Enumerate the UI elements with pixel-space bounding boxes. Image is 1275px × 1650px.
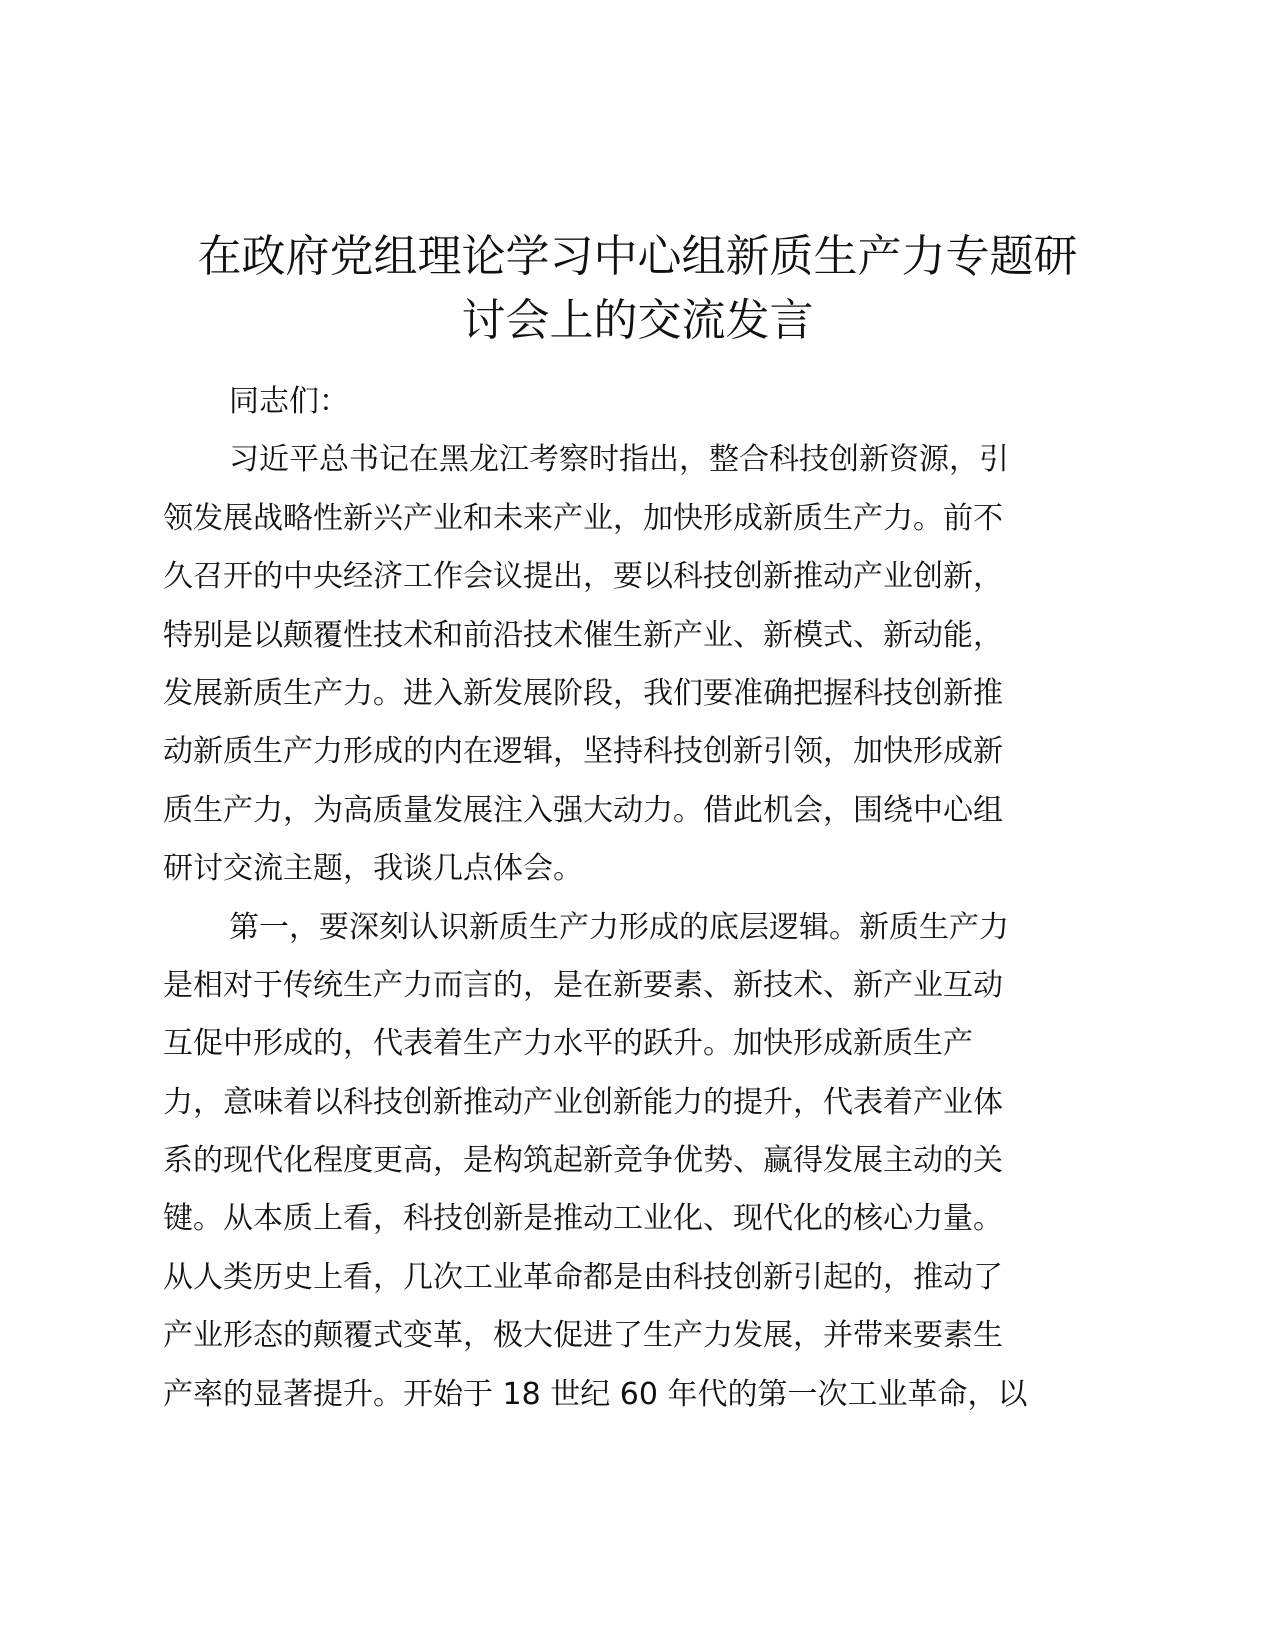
paragraph-line: 领发展战略性新兴产业和未来产业，加快形成新质生产力。前不: [163, 500, 1003, 536]
paragraph-line: 研讨交流主题，我谈几点体会。: [163, 851, 583, 887]
paragraph-line: 产业形态的颠覆式变革，极大促进了生产力发展，并带来要素生: [163, 1318, 1003, 1354]
paragraph-line: 互促中形成的，代表着生产力水平的跃升。加快形成新质生产: [163, 1026, 973, 1062]
paragraph-line: 特别是以颠覆性技术和前沿技术催生新产业、新模式、新动能，: [163, 617, 1003, 653]
paragraph-line: 第一，要深刻认识新质生产力形成的底层逻辑。新质生产力: [229, 909, 1009, 945]
document-body: [163, 373, 1108, 1424]
paragraph-line: 习近平总书记在黑龙江考察时指出，整合科技创新资源，引: [229, 442, 1009, 478]
paragraph-line: 产率的显著提升。开始于 18 世纪 60 年代的第一次工业革命，以: [163, 1376, 1028, 1412]
paragraph-line: 从人类历史上看，几次工业革命都是由科技创新引起的，推动了: [163, 1259, 1003, 1295]
document-title: [150, 225, 1125, 353]
salutation: 同志们：: [229, 384, 349, 419]
paragraph-line: 键。从本质上看，科技创新是推动工业化、现代化的核心力量。: [163, 1201, 1003, 1237]
title-line: 在政府党组理论学习中心组新质生产力专题研: [197, 231, 1078, 282]
paragraph-line: 是相对于传统生产力而言的，是在新要素、新技术、新产业互动: [163, 967, 1003, 1003]
paragraph-line: 系的现代化程度更高，是构筑起新竞争优势、赢得发展主动的关: [163, 1143, 1003, 1179]
paragraph-line: 质生产力，为高质量发展注入强大动力。借此机会，围绕中心组: [163, 792, 1003, 828]
paragraph-line: 动新质生产力形成的内在逻辑，坚持科技创新引领，加快形成新: [163, 734, 1003, 770]
paragraph-line: 久召开的中央经济工作会议提出，要以科技创新推动产业创新，: [163, 559, 1003, 595]
title-line: 讨会上的交流发言: [461, 295, 814, 346]
paragraph-line: 发展新质生产力。进入新发展阶段，我们要准确把握科技创新推: [163, 675, 1003, 711]
paragraph-line: 力，意味着以科技创新推动产业创新能力的提升，代表着产业体: [163, 1084, 1003, 1120]
